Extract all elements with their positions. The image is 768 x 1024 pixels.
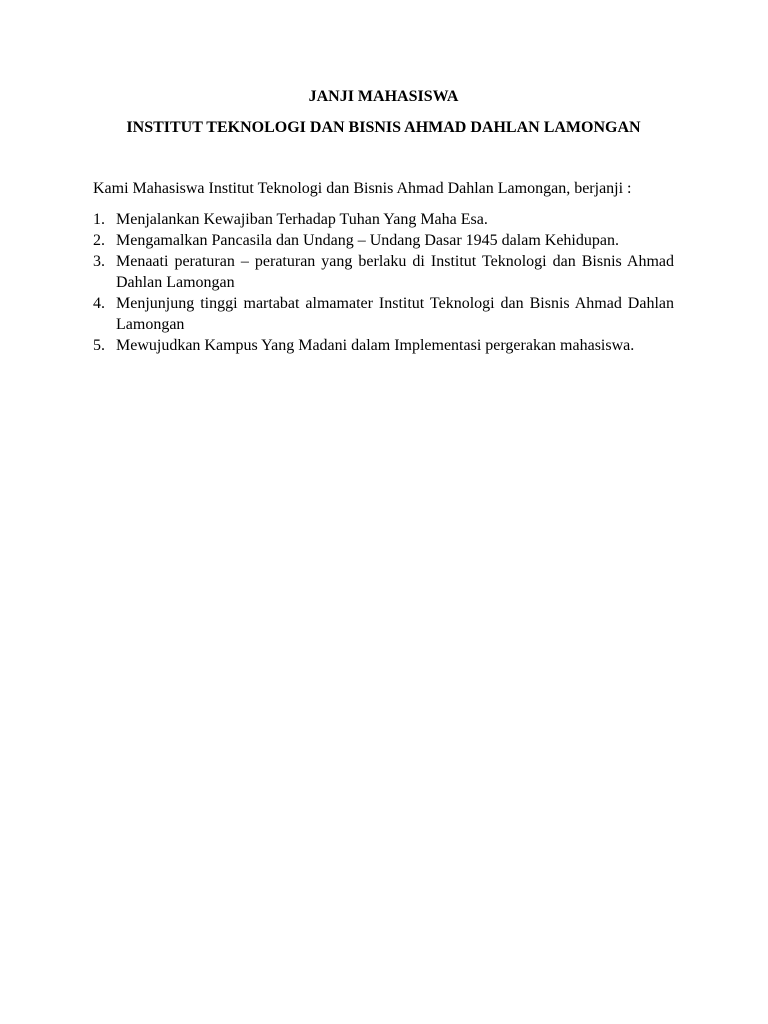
list-item-number: 3. (93, 253, 105, 270)
list-item-number: 5. (93, 337, 105, 354)
list-item-number: 2. (93, 232, 105, 249)
list-item (93, 209, 674, 230)
pledge-list (93, 209, 674, 356)
list-item (93, 230, 674, 251)
list-item-number: 1. (93, 211, 105, 228)
list-item (93, 251, 674, 293)
list-item (93, 335, 674, 356)
list-item-text: Menjalankan Kewajiban Terhadap Tuhan Yang Maha Esa. (116, 211, 488, 228)
list-item-text: Menjunjung tinggi martabat almamater Institut Teknologi dan Bisnis Ahmad Dahlan Lamongan (116, 295, 674, 333)
document-page (93, 86, 674, 356)
document-subtitle: INSTITUT TEKNOLOGI DAN BISNIS AHMAD DAHLAN LAMONGAN (126, 119, 641, 136)
list-item-text: Menaati peraturan – peraturan yang berlaku di Institut Teknologi dan Bisnis Ahmad Dahlan Lamongan (116, 253, 674, 291)
list-item-text: Mengamalkan Pancasila dan Undang – Undang Dasar 1945 dalam Kehidupan. (116, 232, 619, 249)
list-item-text: Mewujudkan Kampus Yang Madani dalam Implementasi pergerakan mahasiswa. (116, 337, 635, 354)
document-title: JANJI MAHASISWA (308, 88, 459, 105)
list-item (93, 293, 674, 335)
list-item-number: 4. (93, 295, 105, 312)
intro-paragraph: Kami Mahasiswa Institut Teknologi dan Bisnis Ahmad Dahlan Lamongan, berjanji : (93, 180, 632, 197)
